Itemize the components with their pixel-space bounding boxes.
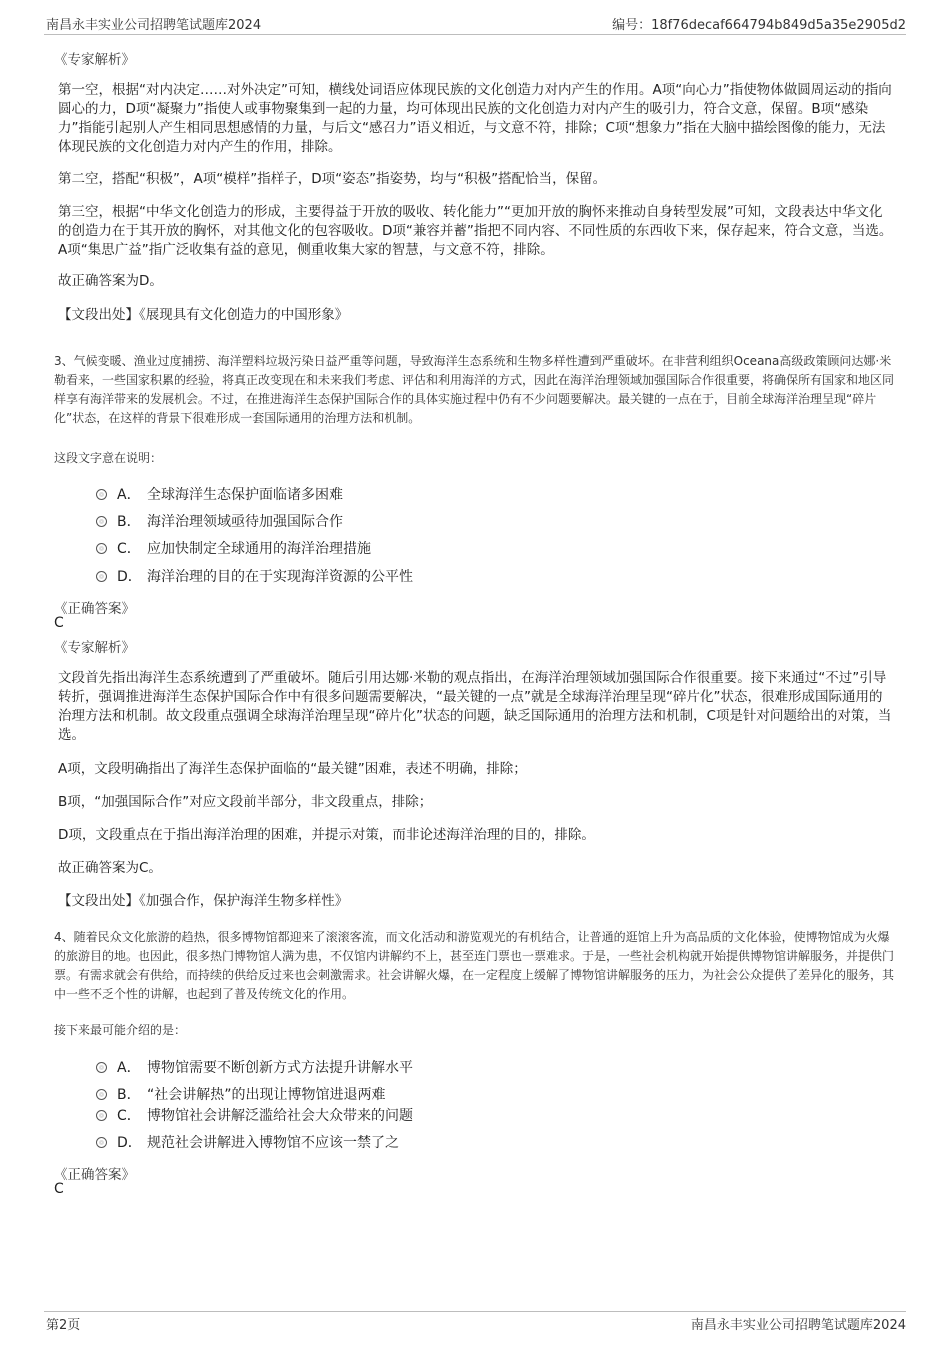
radio-icon[interactable] (96, 1110, 107, 1121)
footer-divider (44, 1311, 906, 1312)
radio-icon[interactable] (96, 489, 107, 500)
analysis-paragraph: 文段首先指出海洋生态系统遭到了严重破坏。随后引用达娜·米勒的观点指出，在海洋治理领域加强国际合作很重要。接下来通过“不过”引导转折，强调推进海洋生态保护国际合作中有很多问题需要解决，“最关键的一点”就是全球海洋治理呈现“碎片化”状态，很难形成国际通用的治理方法和机制。故文段重点强调全球海洋治理呈现“碎片化”状态的问题，缺乏国际通用的治理方法和机制，C项是针对问题给出的对策，当选。 (58, 670, 892, 743)
page-number: 第2页 (46, 1318, 81, 1333)
passage-source: 【文段出处】《展现具有文化创造力的中国形象》 (58, 307, 349, 323)
analysis-paragraph: 第二空，搭配“积极”，A项“模样”指样子，D项“姿态”指姿势，均与“积极”搭配恰当，保留。 (58, 171, 607, 187)
header-title: 南昌永丰实业公司招聘笔试题库2024 (46, 18, 262, 33)
radio-icon[interactable] (96, 571, 107, 582)
analysis-paragraph: 第一空，根据“对内决定……对外决定”可知，横线处词语应体现民族的文化创造力对内产生的作用。A项“向心力”指使物体做圆周运动的指向圆心的力，D项“凝聚力”指使人或事物聚集到一起的力量，均可体现出民族的文化创造力对内产生的吸引力，符合文意，保留。B项“感染力”指能引起别人产生相同思想感情的力量，与后文“感召力”语义相近，与文意不符，排除；C项“想象力”指在大脑中描绘图像的能力，无法体现民族的文化创造力对内产生的作用，排除。 (58, 82, 892, 155)
question-4-option-c[interactable]: C． 博物馆社会讲解泛滥给社会大众带来的问题 (96, 1105, 413, 1125)
question-3-option-a[interactable]: A． 全球海洋生态保护面临诸多困难 (96, 484, 343, 504)
radio-icon[interactable] (96, 516, 107, 527)
radio-icon[interactable] (96, 1137, 107, 1148)
question-4-prompt: 接下来最可能介绍的是： (54, 1023, 187, 1037)
answer-value: C (54, 1181, 64, 1197)
question-4-option-b[interactable]: B． “社会讲解热”的出现让博物馆进退两难 (96, 1084, 386, 1104)
document-id: 编号：18f76decaf664794b849d5a35e2905d2 (612, 18, 906, 33)
question-3-prompt: 这段文字意在说明： (54, 451, 163, 465)
radio-icon[interactable] (96, 1089, 107, 1100)
question-3-option-c[interactable]: C． 应加快制定全球通用的海洋治理措施 (96, 538, 371, 558)
analysis-label: 《专家解析》 (54, 640, 135, 656)
analysis-paragraph: A项，文段明确指出了海洋生态保护面临的“最关键”困难，表述不明确，排除； (58, 761, 527, 777)
question-3-option-d[interactable]: D． 海洋治理的目的在于实现海洋资源的公平性 (96, 566, 413, 586)
analysis-label: 《专家解析》 (54, 52, 135, 68)
analysis-conclusion: 故正确答案为D。 (58, 273, 163, 289)
radio-icon[interactable] (96, 543, 107, 554)
analysis-paragraph: B项，“加强国际合作”对应文段前半部分，非文段重点，排除； (58, 794, 433, 810)
question-4-option-a[interactable]: A． 博物馆需要不断创新方式方法提升讲解水平 (96, 1057, 413, 1077)
analysis-paragraph: 第三空，根据“中华文化创造力的形成，主要得益于开放的吸收、转化能力”“更加开放的胸怀来推动自身转型发展”可知，文段表达中华文化的创造力在于其开放的胸怀，对其他文化的包容吸收。D项“兼容并蓄”指把不同内容、不同性质的东西收下来，保存起来，符合文意，当选。A项“集思广益”指广泛收集有益的意见，侧重收集大家的智慧，与文意不符，排除。 (58, 204, 893, 258)
answer-label: 《正确答案》 (54, 1167, 135, 1183)
header-divider (44, 34, 906, 35)
footer-title: 南昌永丰实业公司招聘笔试题库2024 (690, 1318, 906, 1333)
question-3-text: 3、气候变暖、渔业过度捕捞、海洋塑料垃圾污染日益严重等问题，导致海洋生态系统和生物多样性遭到严重破坏。在非营利组织Oceana高级政策顾问达娜·米勒看来，一些国家积累的经验，将真正改变现在和未来我们考虑、评估和利用海洋的方式，因此在海洋治理领域加强国际合作很重要，将确保所有国家和地区同样享有海洋带来的发展机会。不过，在推进海洋生态保护国际合作的具体实施过程中仍有不少问题要解决。最关键的一点在于，目前全球海洋治理呈现“碎片化”状态，在这样的背景下很难形成一套国际通用的治理方法和机制。 (54, 354, 895, 425)
analysis-conclusion: 故正确答案为C。 (58, 860, 162, 876)
radio-icon[interactable] (96, 1062, 107, 1073)
question-4-option-d[interactable]: D． 规范社会讲解进入博物馆不应该一禁了之 (96, 1132, 399, 1152)
analysis-paragraph: D项，文段重点在于指出海洋治理的困难，并提示对策，而非论述海洋治理的目的，排除。 (58, 827, 595, 843)
passage-source: 【文段出处】《加强合作，保护海洋生物多样性》 (58, 893, 349, 909)
question-4-text: 4、随着民众文化旅游的趋热，很多博物馆都迎来了滚滚客流，而文化活动和游览观光的有机结合，让普通的逛馆上升为高品质的文化体验，使博物馆成为火爆的旅游目的地。也因此，很多热门博物馆人满为患，不仅馆内讲解约不上，甚至连门票也一票难求。于是，一些社会机构就开始提供博物馆讲解服务，并提供门票。有需求就会有供给，而持续的供给反过来也会刺激需求。社会讲解火爆，在一定程度上缓解了博物馆讲解服务的压力，为社会公众提供了差异化的服务，其中一些不乏个性的讲解，也起到了普及传统文化的作用。 (54, 930, 895, 1001)
question-3-option-b[interactable]: B． 海洋治理领域亟待加强国际合作 (96, 511, 343, 531)
answer-label: 《正确答案》 (54, 601, 135, 617)
answer-value: C (54, 615, 64, 631)
